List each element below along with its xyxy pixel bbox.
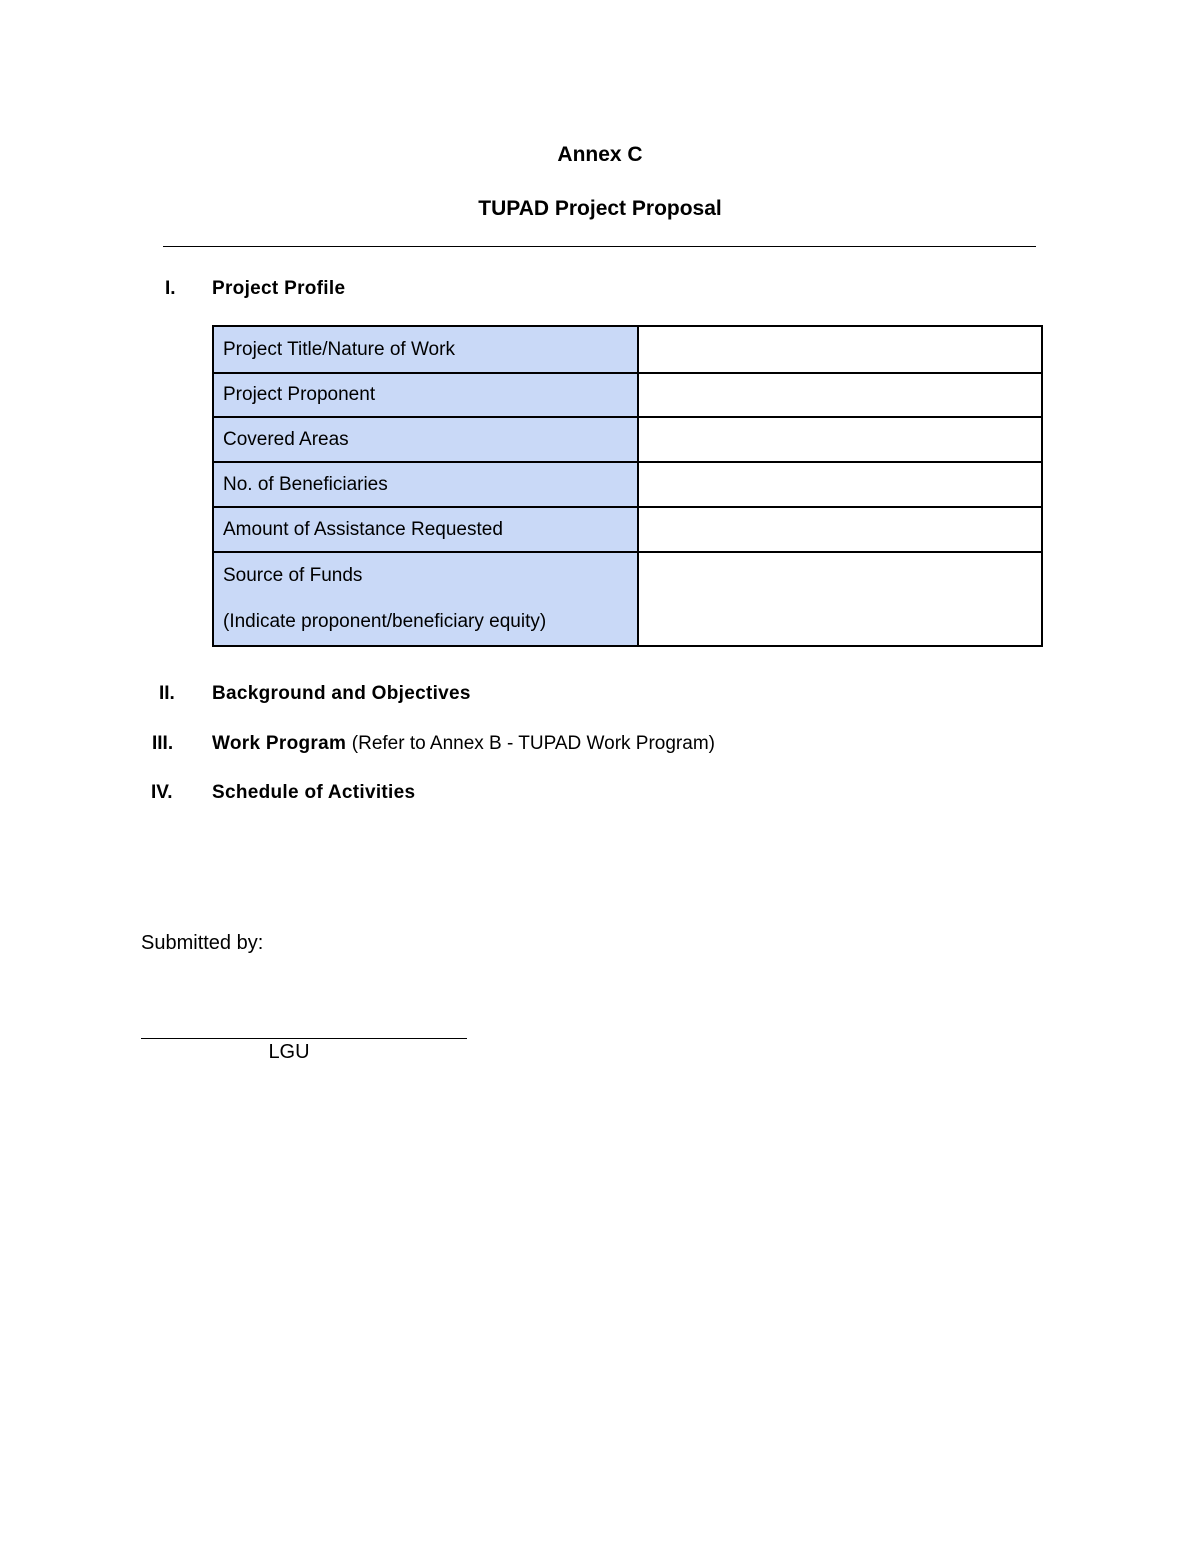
section-heading: Project Profile (212, 278, 346, 299)
section-number: I. (165, 278, 176, 299)
annex-title: Annex C (557, 143, 643, 166)
row-value-field[interactable] (638, 326, 1042, 373)
project-profile-table (212, 325, 1043, 647)
table-row (213, 373, 1042, 417)
section-number: III. (152, 733, 174, 754)
title-divider (163, 246, 1036, 247)
row-label: Covered Areas (213, 417, 638, 462)
row-label: Amount of Assistance Requested (213, 507, 638, 552)
table-row (213, 552, 1042, 646)
section-heading-with-note (212, 731, 715, 757)
section-number: II. (159, 683, 175, 704)
row-value-field[interactable] (638, 373, 1042, 417)
section-heading: Background and Objectives (212, 683, 471, 704)
row-label: Project Title/Nature of Work (213, 326, 638, 373)
row-label-note: (Indicate proponent/beneficiary equity) (223, 611, 547, 632)
row-label: No. of Beneficiaries (213, 462, 638, 507)
row-label: Project Proponent (213, 373, 638, 417)
row-value-field[interactable] (638, 417, 1042, 462)
row-value-field[interactable] (638, 462, 1042, 507)
section-heading: Schedule of Activities (212, 782, 416, 803)
table-row (213, 462, 1042, 507)
section-number: IV. (151, 782, 173, 803)
section-heading: Work Program (212, 733, 347, 754)
row-value-field[interactable] (638, 507, 1042, 552)
section-note: (Refer to Annex B - TUPAD Work Program) (351, 733, 715, 754)
row-label-multiline (213, 552, 638, 646)
document-title: TUPAD Project Proposal (478, 197, 722, 220)
table-row (213, 326, 1042, 373)
submitted-by-label: Submitted by: (141, 932, 264, 954)
row-value-field[interactable] (638, 552, 1042, 646)
table-row (213, 417, 1042, 462)
signatory-label: LGU (268, 1041, 310, 1063)
row-label: Source of Funds (223, 565, 363, 586)
table-row (213, 507, 1042, 552)
signature-line (141, 1038, 467, 1039)
